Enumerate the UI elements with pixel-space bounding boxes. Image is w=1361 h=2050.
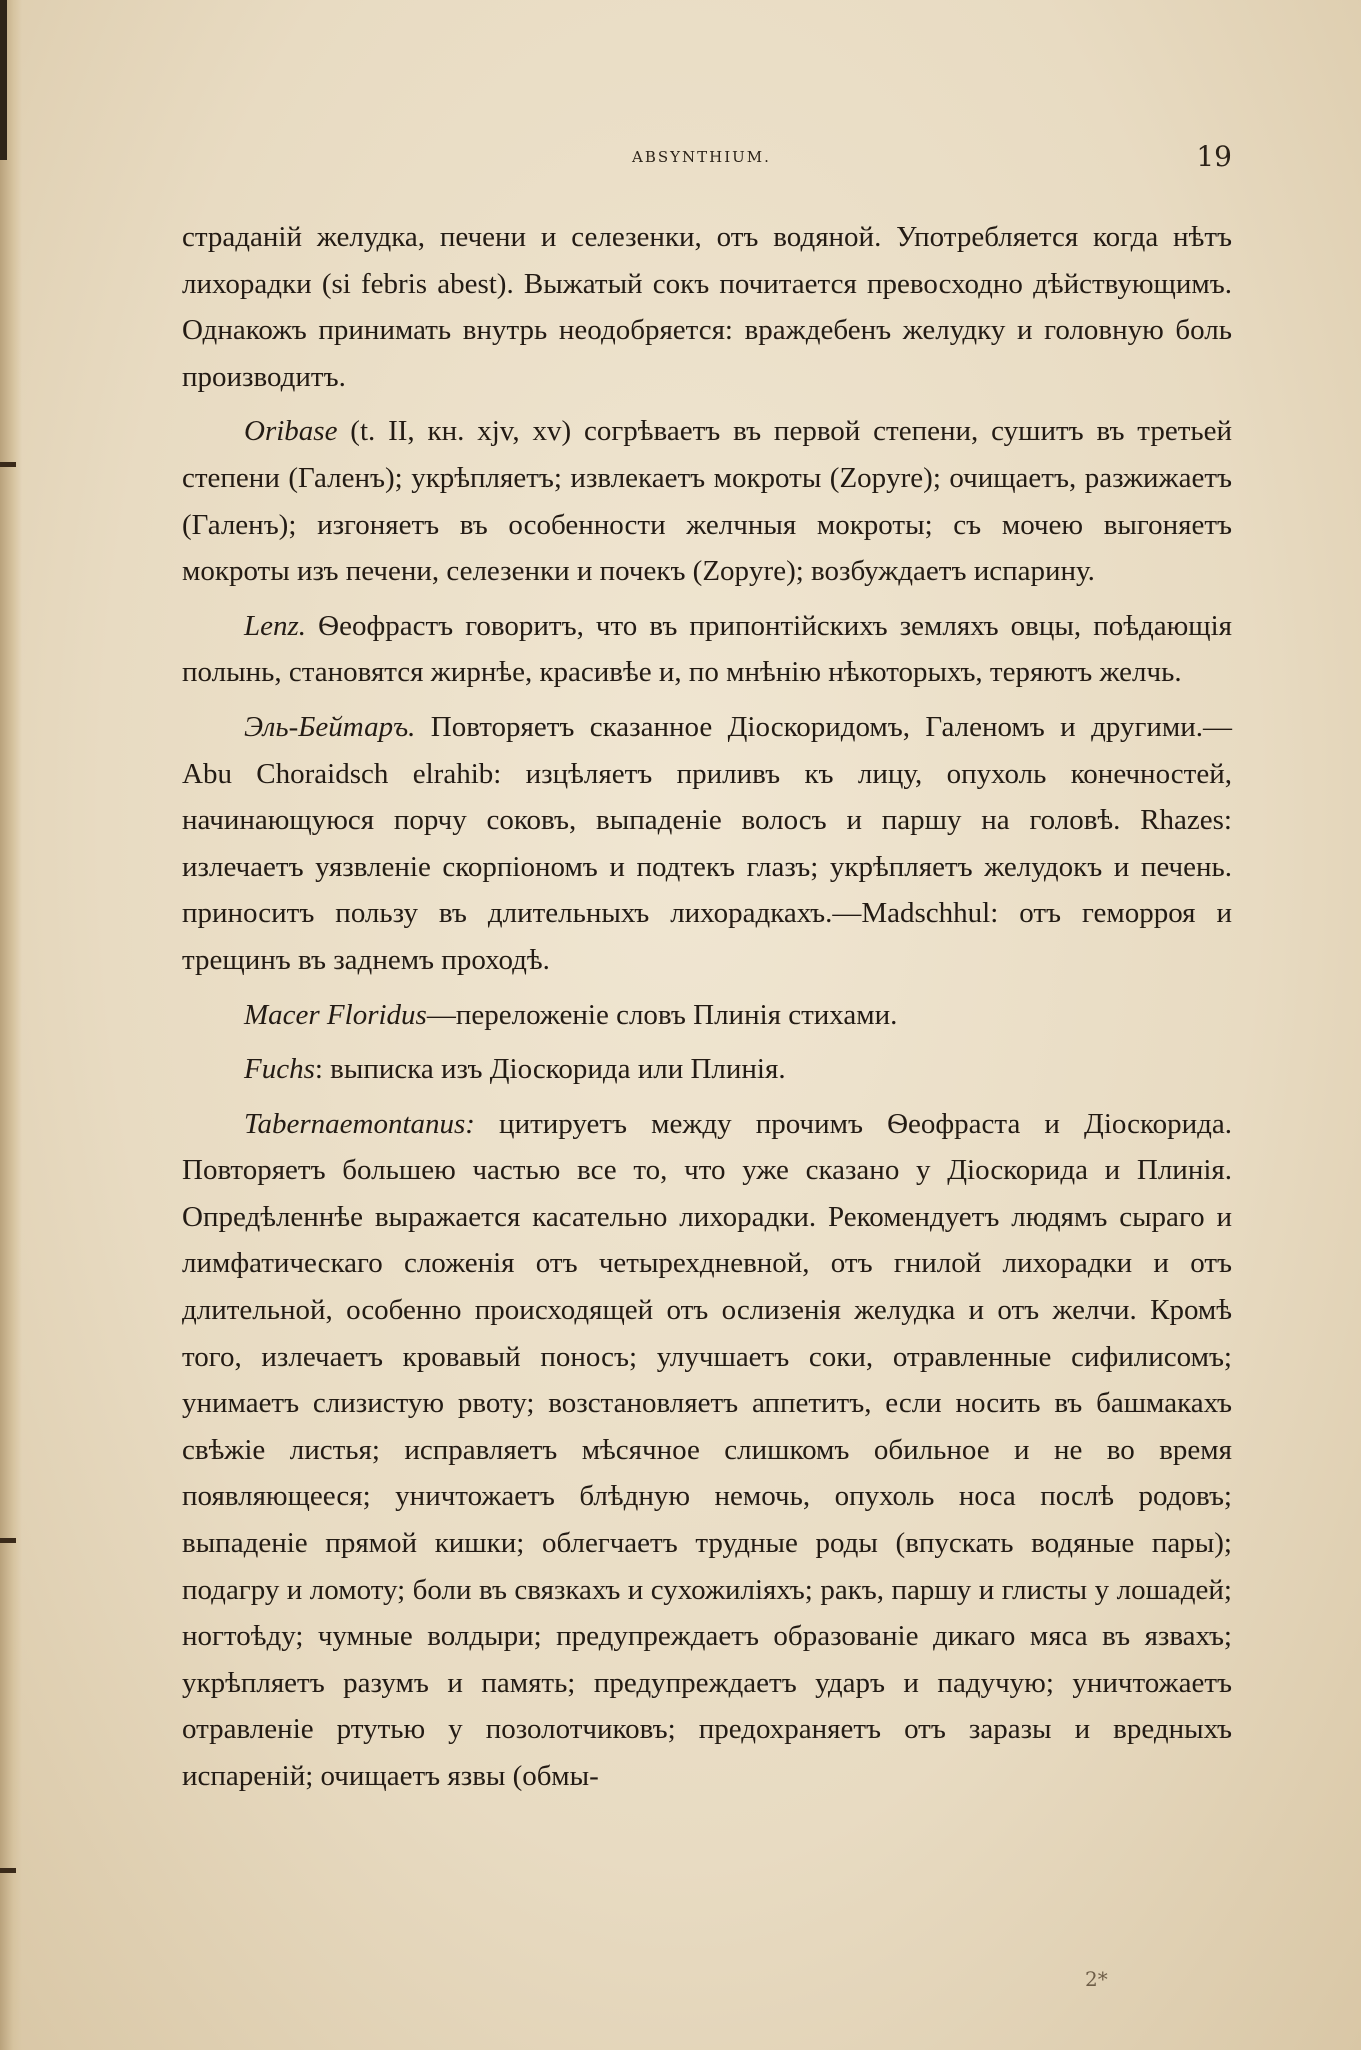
- paragraph-text: Повторяетъ сказанное Діоскоридомъ, Галеномъ и другими.—Abu Choraidsch elrahib: изцѣляетъ приливъ къ лицу, опухоль конечностей, начинающуюся порчу соковъ, выпаденіе волосъ и паршу на головѣ. Rhazes: излечаетъ уязвленіе скорпіономъ и подтекъ глазъ; укрѣпляетъ желудокъ и печень. приноситъ пользу въ длительныхъ лихорадкахъ.—Madschhul: отъ геморроя и трещинъ въ заднемъ проходѣ.: [182, 710, 1232, 976]
- source-name: Fuchs: [244, 1053, 315, 1086]
- source-name: Lenz.: [244, 609, 307, 642]
- paragraph-text: : выписка изъ Діоскорида или Плинія.: [314, 1053, 786, 1086]
- paragraph: [182, 408, 1232, 594]
- paragraph-text: цитируетъ между прочимъ Ѳеофраста и Діоскорида. Повторяетъ большею частью все то, что уже сказано у Діоскорида и Плинія. Опредѣленнѣе выражается касательно лихорадки. Рекомендуетъ людямъ сыраго и лимфатическаго сложенія отъ четырехдневной, отъ гнилой лихорадки и отъ длительной, особенно происходящей отъ ослизенія желудка и отъ желчи. Кромѣ того, излечаетъ кровавый поносъ; улучшаетъ соки, отравленные сифилисомъ; унимаетъ слизистую рвоту; возстановляетъ аппетитъ, если носить въ башмакахъ свѣжіе листья; исправляетъ мѣсячное слишкомъ обильное и не во время появляющееся; уничтожаетъ блѣдную немочь, опухоль носа послѣ родовъ; выпаденіе прямой кишки; облегчаетъ трудные роды (впускать водяные пары); подагру и ломоту; боли въ связкахъ и сухожиліяхъ; ракъ, паршу и глисты у лошадей; ногтоѣду; чумные волдыри; предупреждаетъ образованіе дикаго мяса въ язвахъ; укрѣпляетъ разумъ и память; предупреждаетъ ударъ и падучую; уничтожаетъ отравленіе ртутью у позолотчиковъ; предохраняетъ отъ заразы и вредныхъ испареній; очищаетъ язвы (обмы-: [182, 1107, 1232, 1792]
- paragraph: [182, 1101, 1232, 1800]
- paragraph: [182, 603, 1232, 696]
- paragraph: [182, 992, 1232, 1039]
- paragraph: [182, 214, 1232, 400]
- binding-mark: [0, 0, 7, 160]
- page-header: [182, 140, 1232, 180]
- paragraph-text: Ѳеофрастъ говоритъ, что въ припонтійскихъ земляхъ овцы, поѣдающія полынь, становятся жирнѣе, красивѣе и, по мнѣнію нѣкоторыхъ, теряютъ желчь.: [182, 609, 1232, 689]
- paragraph: [182, 1046, 1232, 1093]
- body-text: [182, 214, 1232, 1808]
- binding-thread-mark: [0, 1868, 16, 1873]
- page-left-edge: [0, 0, 22, 2050]
- paragraph: [182, 704, 1232, 984]
- binding-thread-mark: [0, 1538, 16, 1543]
- source-name: Oribase: [244, 415, 338, 448]
- paragraph-text: (t. II, кн. xjv, xv) согрѣваетъ въ первой степени, сушитъ въ третьей степени (Галенъ); укрѣпляетъ; извлекаетъ мокроты (Zopyre); очищаетъ, разжижаетъ (Галенъ); изгоняетъ въ особенности желчныя мокроты; съ мочею выгоняетъ мокроты изъ печени, селезенки и почекъ (Zopyre); возбуждаетъ испарину.: [182, 415, 1232, 588]
- paragraph-text: страданій желудка, печени и селезенки, отъ водяной. Употребляется когда нѣтъ лихорадки (si febris abest). Выжатый сокъ почитается превосходно дѣйствующимъ. Однакожъ принимать внутрь неодобряется: враждебенъ желудку и головную боль производитъ.: [182, 221, 1232, 393]
- running-head: ABSYNTHIUM.: [632, 148, 771, 166]
- source-name: Tabernaemontanus:: [244, 1107, 475, 1140]
- source-name: Macer Floridus: [244, 998, 427, 1031]
- paragraph-text: —переложеніе словъ Плинія стихами.: [426, 998, 898, 1031]
- printer-signature: 2*: [1085, 1967, 1108, 1991]
- page-number: 19: [1196, 140, 1232, 173]
- binding-thread-mark: [0, 462, 16, 467]
- source-name: Эль-Бейтаръ.: [244, 710, 416, 743]
